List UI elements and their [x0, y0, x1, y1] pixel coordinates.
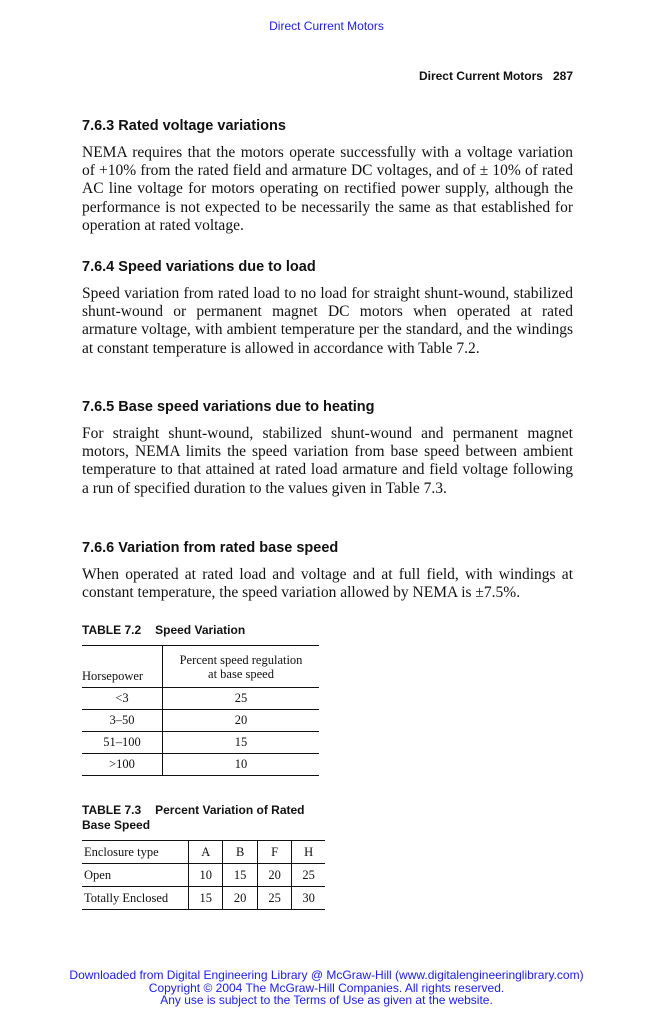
table-cell-f: 20 — [257, 864, 291, 887]
table-7-3-title-line2: Base Speed — [82, 818, 151, 832]
table-cell-hp: 51–100 — [82, 732, 163, 754]
table-7-2-header-horsepower: Horsepower — [82, 646, 163, 688]
section-body-7-6-4: Speed variation from rated load to no load for straight shunt-wound, stabilized shunt-wound or permanent magnet DC motors when operated at rated armature voltage, with ambient temperature per the standard, and the windings at constant temperature is allowed in accordance with Table 7.2. — [82, 285, 573, 357]
table-7-2-header-line1: Percent speed regulation — [179, 652, 303, 667]
table-7-2 — [82, 645, 319, 776]
table-cell-b: 20 — [223, 887, 257, 910]
table-row — [82, 754, 319, 776]
table-cell-hp: <3 — [82, 688, 163, 710]
section-heading-7-6-4: 7.6.4 Speed variations due to load — [82, 259, 316, 275]
table-7-3-header-b: B — [223, 841, 257, 864]
table-7-3-header-f: F — [257, 841, 291, 864]
table-cell-pct: 25 — [163, 688, 320, 710]
table-row — [82, 710, 319, 732]
table-cell-pct: 15 — [163, 732, 320, 754]
table-cell-pct: 10 — [163, 754, 320, 776]
table-7-2-header-line2: at base speed — [208, 666, 274, 681]
table-cell-hp: 3–50 — [82, 710, 163, 732]
running-title: Direct Current Motors — [418, 69, 543, 83]
table-cell-h: 25 — [292, 864, 325, 887]
table-7-3 — [82, 840, 325, 910]
table-cell-h: 30 — [292, 887, 325, 910]
table-7-2-caption — [82, 623, 245, 638]
footer-terms[interactable]: Any use is subject to the Terms of Use as given at the website. — [160, 993, 493, 1007]
table-7-2-number: TABLE 7.2 — [82, 623, 142, 637]
table-7-2-header-percent — [163, 646, 320, 688]
table-7-3-title-line1: Percent Variation of Rated — [155, 803, 305, 817]
page-number: 287 — [552, 69, 573, 83]
footer-download-link[interactable]: Downloaded from Digital Engineering Library @ McGraw-Hill (www.digitalengineeringlibrary.com) — [69, 968, 584, 982]
section-heading-7-6-3: 7.6.3 Rated voltage variations — [82, 118, 286, 134]
table-row — [82, 732, 319, 754]
running-header — [419, 69, 573, 83]
table-cell-type: Open — [82, 864, 189, 887]
table-7-2-title: Speed Variation — [155, 623, 246, 637]
section-body-7-6-3: NEMA requires that the motors operate successfully with a voltage variation of +10% from the rated field and armature DC voltages, and of ± 10% of rated AC line voltage for motors operating on rectified power supply, although the performance is not expected to be necessarily the same as that established for operation at rated voltage. — [82, 144, 573, 234]
table-row — [82, 887, 325, 910]
section-body-7-6-5: For straight shunt-wound, stabilized shunt-wound and permanent magnet motors, NEMA limits the speed variation from base speed between ambient temperature to that attained at rated load armature and field voltage following a run of specified duration to the values given in Table 7.3. — [82, 425, 573, 497]
table-row — [82, 688, 319, 710]
table-cell-b: 15 — [223, 864, 257, 887]
table-7-3-header-h: H — [292, 841, 325, 864]
table-cell-hp: >100 — [82, 754, 163, 776]
table-cell-type: Totally Enclosed — [82, 887, 189, 910]
table-row — [82, 864, 325, 887]
section-heading-7-6-6: 7.6.6 Variation from rated base speed — [82, 540, 339, 556]
table-7-3-header-enclosure: Enclosure type — [84, 844, 159, 859]
section-body-7-6-6: When operated at rated load and voltage and at full field, with windings at constant temperature, the speed variation allowed by NEMA is ±7.5%. — [82, 566, 573, 602]
top-link[interactable]: Direct Current Motors — [269, 19, 384, 33]
footer — [0, 969, 653, 1007]
table-cell-f: 25 — [257, 887, 291, 910]
table-cell-pct: 20 — [163, 710, 320, 732]
table-7-3-number: TABLE 7.3 — [82, 803, 142, 817]
table-cell-a: 10 — [189, 864, 223, 887]
footer-copyright[interactable]: Copyright © 2004 The McGraw-Hill Companies. All rights reserved. — [148, 980, 505, 995]
section-heading-7-6-5: 7.6.5 Base speed variations due to heating — [82, 399, 375, 415]
table-cell-a: 15 — [189, 887, 223, 910]
table-7-3-caption — [82, 803, 305, 833]
table-7-3-header-a: A — [189, 841, 223, 864]
